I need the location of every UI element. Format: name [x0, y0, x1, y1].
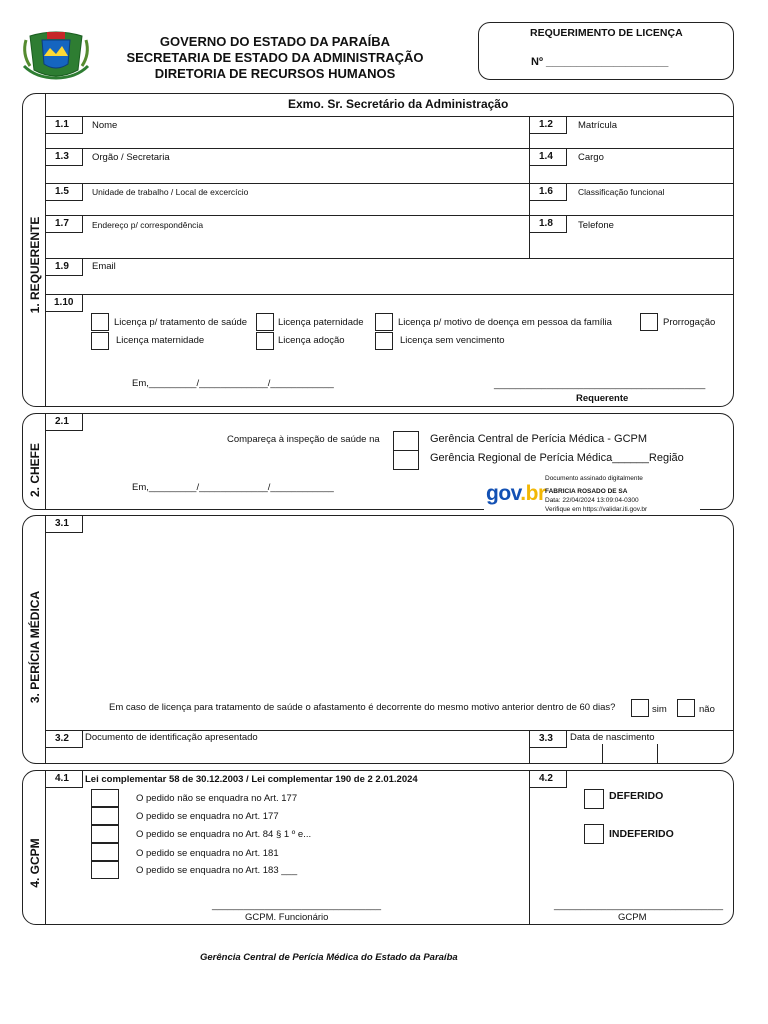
checkbox-sim[interactable]	[631, 699, 649, 717]
option-licenca-familia: Licença p/ motivo de doença em pessoa da família	[398, 317, 612, 328]
signature-label-requerente: Requerente	[576, 393, 629, 404]
checkbox-art-84[interactable]	[91, 825, 119, 843]
field-2-1-num: 2.1	[45, 413, 83, 431]
option-indeferido: INDEFERIDO	[609, 828, 674, 840]
checkbox-gcpm[interactable]	[393, 431, 419, 451]
request-title: REQUERIMENTO DE LICENÇA	[530, 27, 683, 39]
law-reference: Lei complementar 58 de 30.12.2003 / Lei complementar 190 de 2 2.01.2024	[85, 774, 418, 785]
checkbox-nao[interactable]	[677, 699, 695, 717]
date-field-requerente[interactable]: Em,_________/_____________/____________	[132, 378, 334, 389]
field-name-label: Nome	[92, 120, 118, 131]
option-deferido: DEFERIDO	[609, 790, 664, 802]
request-number-field[interactable]: Nº ____________________	[531, 56, 669, 68]
field-1-2-num: 1.2	[529, 116, 567, 134]
option-licenca-adocao: Licença adoção	[278, 335, 345, 346]
checkbox-licenca-saude[interactable]	[91, 313, 109, 331]
footer: Gerência Central de Perícia Médica do Estado da Paraíba	[200, 952, 458, 963]
checkbox-art-183[interactable]	[91, 861, 119, 879]
field-unidade-label: Unidade de trabalho / Local de excercício	[92, 187, 249, 197]
checkbox-licenca-sem-vencimento[interactable]	[375, 332, 393, 350]
field-nascimento-label: Data de nascimento	[570, 732, 655, 743]
section-2-label: 2. CHEFE	[28, 443, 42, 498]
field-email-label: Email	[92, 261, 116, 272]
stamp-date: Data: 22/04/2024 13:09:04-0300	[545, 497, 639, 504]
field-1-6-num: 1.6	[529, 183, 567, 201]
checkbox-licenca-maternidade[interactable]	[91, 332, 109, 350]
option-art-84: O pedido se enquadra no Art. 84 § 1 º e...	[136, 829, 312, 840]
field-1-4-num: 1.4	[529, 148, 567, 166]
field-telefone-label: Telefone	[578, 220, 614, 231]
stamp-caption: Documento assinado digitalmente	[545, 475, 643, 482]
field-1-5-num: 1.5	[45, 183, 83, 201]
option-prorrogacao: Prorrogação	[663, 317, 716, 328]
stamp-signer: FABRICIA ROSADO DE SA	[545, 488, 628, 495]
signature-line-gcpm: ________________________________	[554, 900, 724, 911]
field-endereco-label: Endereço p/ correspondência	[92, 220, 204, 230]
field-1-10-num: 1.10	[45, 294, 83, 312]
field-orgao-label: Orgão / Secretaria	[92, 152, 170, 163]
section-pericia-medica	[22, 515, 734, 764]
option-licenca-sem-vencimento: Licença sem vencimento	[400, 335, 505, 346]
option-art-181: O pedido se enquadra no Art. 181	[136, 848, 279, 859]
question-60-days: Em caso de licença para tratamento de saúde o afastamento é decorrente do mesmo motivo anterior dentro de 60 dias?	[109, 702, 616, 713]
field-4-2-num: 4.2	[529, 770, 567, 788]
signature-label-gcpm: GCPM	[618, 912, 647, 923]
field-1-8-num: 1.8	[529, 215, 567, 233]
option-sim: sim	[652, 704, 667, 715]
header-line-2: SECRETARIA DE ESTADO DA ADMINISTRAÇÃO	[126, 50, 424, 65]
checkbox-prorrogacao[interactable]	[640, 313, 658, 331]
checkbox-art-181[interactable]	[91, 843, 119, 861]
signature-label-funcionario: GCPM. Funcionário	[245, 912, 329, 923]
option-nao: não	[699, 704, 715, 715]
section-requerente	[22, 93, 734, 407]
govbr-logo: gov.br	[486, 482, 546, 505]
signature-line-requerente: ________________________________________	[494, 379, 706, 390]
field-cargo-label: Cargo	[578, 152, 604, 163]
field-1-7-num: 1.7	[45, 215, 83, 233]
addressee: Exmo. Sr. Secretário da Administração	[288, 97, 509, 111]
checkbox-art-177[interactable]	[91, 807, 119, 825]
checkbox-nao-art-177[interactable]	[91, 789, 119, 807]
compareca-text: Compareça à inspeção de saúde na	[227, 434, 380, 445]
section-1-label: 1. REQUERENTE	[28, 216, 42, 314]
header-line-1: GOVERNO DO ESTADO DA PARAÍBA	[159, 34, 391, 49]
section-4-label: 4. GCPM	[28, 838, 42, 888]
state-coat-of-arms	[20, 26, 92, 84]
checkbox-regional[interactable]	[393, 450, 419, 470]
option-licenca-maternidade: Licença maternidade	[116, 335, 205, 346]
option-regional: Gerência Regional de Perícia Médica______Região	[430, 452, 684, 464]
option-art-177: O pedido se enquadra no Art. 177	[136, 811, 279, 822]
date-field-chefe[interactable]: Em,_________/_____________/____________	[132, 482, 334, 493]
checkbox-licenca-paternidade[interactable]	[256, 313, 274, 331]
field-documento-label: Documento de identificação apresentado	[85, 732, 258, 743]
section-3-label: 3. PERÍCIA MÉDICA	[28, 590, 42, 704]
stamp-verify: Verifique em https://validar.iti.gov.br	[545, 506, 648, 513]
checkbox-licenca-familia[interactable]	[375, 313, 393, 331]
field-4-1-num: 4.1	[45, 770, 83, 788]
digital-signature-stamp	[484, 474, 700, 520]
option-art-183: O pedido se enquadra no Art. 183 ___	[136, 865, 298, 876]
field-1-3-num: 1.3	[45, 148, 83, 166]
field-matricula-label: Matrícula	[578, 120, 618, 131]
signature-line-funcionario: ________________________________	[212, 900, 382, 911]
option-nao-art-177: O pedido não se enquadra no Art. 177	[136, 793, 298, 804]
option-licenca-paternidade: Licença paternidade	[278, 317, 364, 328]
field-1-1-num: 1.1	[45, 116, 83, 134]
checkbox-deferido[interactable]	[584, 789, 604, 809]
option-gcpm: Gerência Central de Perícia Médica - GCPM	[430, 433, 648, 445]
option-licenca-saude: Licença p/ tratamento de saúde	[114, 317, 248, 328]
field-3-1-num: 3.1	[45, 515, 83, 533]
field-classificacao-label: Classificação funcional	[578, 187, 665, 197]
header-line-3: DIRETORIA DE RECURSOS HUMANOS	[154, 66, 396, 81]
checkbox-indeferido[interactable]	[584, 824, 604, 844]
field-1-9-num: 1.9	[45, 258, 83, 276]
checkbox-licenca-adocao[interactable]	[256, 332, 274, 350]
field-3-3-num: 3.3	[529, 730, 567, 748]
field-3-2-num: 3.2	[45, 730, 83, 748]
